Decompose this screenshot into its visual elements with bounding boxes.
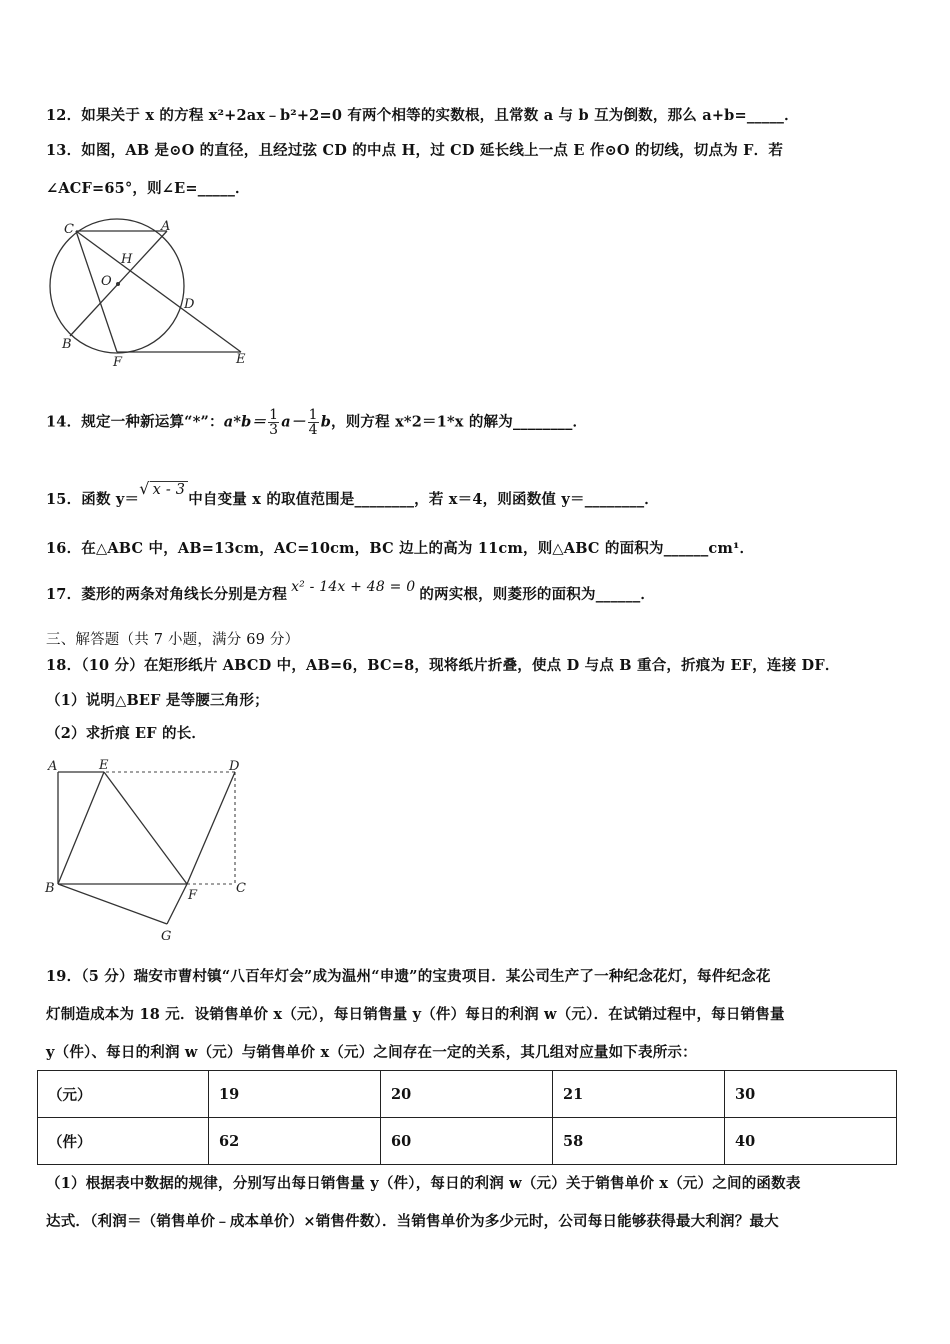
fig18-label-e: E	[99, 758, 109, 773]
question-18-part1: （1）说明△BEF 是等腰三角形；	[46, 692, 269, 709]
q17-suffix: 的两实根，则菱形的面积为______．	[419, 586, 656, 603]
table-cell: 19	[209, 1071, 381, 1118]
q17-prefix: 17．菱形的两条对角线长分别是方程	[46, 586, 288, 603]
fig13-label-o: O	[101, 274, 112, 289]
q15-radicand: x - 3	[150, 481, 189, 498]
q14-prefix: 14．规定一种新运算“*”：	[46, 413, 224, 431]
table-cell: 60	[381, 1118, 553, 1165]
question-19-line3: y（件）、每日的利润 w（元）与销售单价 x（元）之间存在一定的关系，其几组对应量如下表所示：	[46, 1044, 697, 1061]
q14-fraction-1: $\frac{1}{3}$	[269, 407, 279, 438]
table-cell: （元）	[38, 1071, 209, 1118]
fig13-label-e: E	[236, 352, 246, 367]
q14-fraction-2: $\frac{1}{4}$	[308, 407, 318, 438]
sales-table	[37, 1070, 897, 1165]
table-cell: 40	[725, 1118, 897, 1165]
question-15	[46, 479, 659, 509]
q17-equation: x² - 14x + 48 = 0	[291, 579, 416, 595]
question-14	[46, 408, 587, 437]
fig18-label-g: G	[161, 929, 172, 944]
question-17	[46, 579, 656, 604]
figure-13-circle-diagram	[44, 216, 264, 371]
question-13-line2: ∠ACF=65°，则∠E=_____．	[46, 180, 250, 197]
fig18-label-d: D	[229, 759, 240, 774]
question-19-line2: 灯制造成本为 18 元．设销售单价 x（元），每日销售量 y（件）每日的利润 w（元）．在试销过程中，每日销售量	[46, 1006, 785, 1023]
q14-expr-lhs: a*b＝	[223, 413, 267, 431]
fig13-label-h: H	[121, 252, 133, 267]
fig18-label-a: A	[48, 759, 58, 774]
fig18-label-f: F	[188, 888, 198, 903]
fig18-label-b: B	[45, 881, 55, 896]
table-cell: 58	[553, 1118, 725, 1165]
table-cell: 20	[381, 1071, 553, 1118]
section-3-heading: 三、解答题（共 7 小题，满分 69 分）	[46, 632, 300, 648]
table-cell: 62	[209, 1118, 381, 1165]
q15-sqrt: √ x - 3	[139, 482, 188, 498]
question-12: 12．如果关于 x 的方程 x²+2ax﹣b²+2=0 有两个相等的实数根，且常数 a 与 b 互为倒数，那么 a+b=_____．	[46, 107, 799, 124]
q14-b: b	[320, 413, 332, 431]
fig13-label-d: D	[184, 297, 195, 312]
fig18-label-c: C	[236, 881, 246, 896]
q14-mid: a－	[281, 413, 306, 431]
fig13-label-c: C	[64, 222, 74, 237]
fig13-label-a: A	[161, 219, 171, 234]
figure-18-rectangle-fold	[40, 752, 260, 947]
fig13-label-b: B	[62, 337, 72, 352]
fig13-label-f: F	[113, 355, 123, 370]
question-18: 18．（10 分）在矩形纸片 ABCD 中，AB=6，BC=8，现将纸片折叠，使点 D 与点 B 重合，折痕为 EF，连接 DF．	[46, 657, 840, 674]
table-cell: 21	[553, 1071, 725, 1118]
question-19-part1-line1: （1）根据表中数据的规律，分别写出每日销售量 y（件），每日的利润 w（元）关于销售单价 x（元）之间的函数表	[46, 1175, 801, 1192]
question-16: 16．在△ABC 中，AB=13cm，AC=10cm，BC 边上的高为 11cm，则△ABC 的面积为______cm¹．	[46, 540, 755, 557]
question-18-part2: （2）求折痕 EF 的长．	[46, 725, 207, 742]
table-row	[38, 1118, 897, 1165]
q15-prefix: 15．函数 y＝	[46, 491, 140, 508]
q14-suffix: ，则方程 x*2＝1*x 的解为________．	[331, 413, 588, 431]
question-19-line1: 19．（5 分）瑞安市曹村镇“八百年灯会”成为温州“申遗”的宝贵项目．某公司生产了一种纪念花灯，每件纪念花	[46, 968, 771, 985]
table-row	[38, 1071, 897, 1118]
question-13-line1: 13．如图，AB 是⊙O 的直径，且经过弦 CD 的中点 H，过 CD 延长线上一点 E 作⊙O 的切线，切点为 F．若	[46, 142, 784, 159]
table-cell: 30	[725, 1071, 897, 1118]
q15-suffix: 中自变量 x 的取值范围是________，若 x＝4，则函数值 y＝________．	[188, 491, 659, 508]
table-cell: （件）	[38, 1118, 209, 1165]
question-19-part1-line2: 达式．（利润＝（销售单价﹣成本单价）×销售件数）．当销售单价为多少元时，公司每日能够获得最大利润？最大	[46, 1213, 779, 1230]
